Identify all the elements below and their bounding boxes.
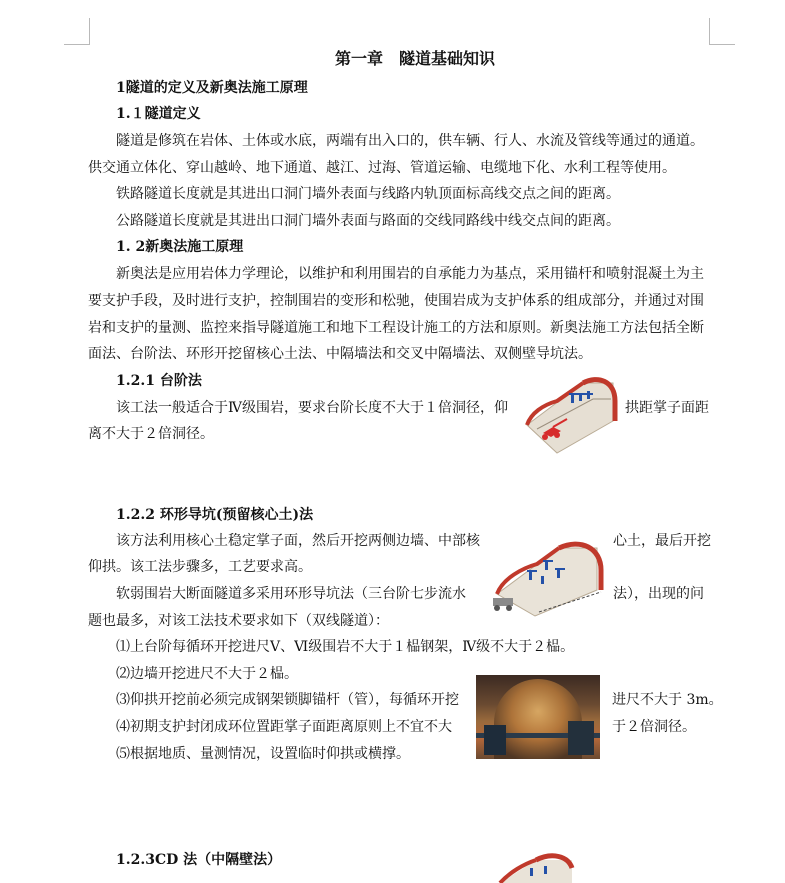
crop-mark-top-right <box>709 44 735 45</box>
paragraph-line: 心土，最后开挖 <box>613 533 711 549</box>
list-item: ⑶仰拱开挖前必须完成钢架锁脚锚杆（管），每循环开挖 <box>116 692 459 708</box>
photo-rig <box>568 721 594 755</box>
paragraph-line: 拱距掌子面距 <box>625 400 709 416</box>
paragraph-line: 要支护手段，及时进行支护，控制围岩的变形和松驰，使围岩成为支护体系的组成部分，并通过对围 <box>88 293 704 309</box>
paragraph-line: 公路隧道长度就是其进出口洞门墙外表面与路面的交线同路线中线交点间的距离。 <box>116 213 620 229</box>
paragraph-line: 铁路隧道长度就是其进出口洞门墙外表面与线路内轨顶面标高线交点之间的距离。 <box>116 186 620 202</box>
paragraph-line: 软弱围岩大断面隧道多采用环形导坑法（三台阶七步流水 <box>116 586 466 602</box>
subsection-heading: 1.１隧道定义 <box>116 106 201 122</box>
paragraph-line: 面法、台阶法、环形开挖留核心土法、中隔墙法和交叉中隔墙法、双侧壁导坑法。 <box>88 346 592 362</box>
subsection-heading: 1.2.3CD 法（中隔壁法） <box>116 852 282 868</box>
photo-rig <box>484 725 506 755</box>
bench-method-tunnel-figure <box>523 377 619 457</box>
list-item: ⑷初期支护封闭成环位置距掌子面距离原则上不宜不大 <box>116 719 452 735</box>
list-item: 进尺不大于 3m。 <box>612 692 723 708</box>
crop-mark-top-right <box>709 18 710 45</box>
cd-method-tunnel-figure <box>496 852 576 883</box>
crop-mark-top-left <box>64 44 90 45</box>
subsection-heading: 1. 2新奥法施工原理 <box>116 239 244 255</box>
paragraph-line: 该工法一般适合于Ⅳ级围岩，要求台阶长度不大于１倍洞径，仰 <box>116 400 508 416</box>
list-item: 于２倍洞径。 <box>612 719 696 735</box>
ring-pilot-tunnel-figure <box>489 540 607 618</box>
paragraph-line: 新奥法是应用岩体力学理论，以维护和利用围岩的自承能力为基点，采用锚杆和喷射混凝土为主 <box>116 266 704 282</box>
chapter-title: 第一章 隧道基础知识 <box>335 49 496 68</box>
list-item: ⑸根据地质、量测情况，设置临时仰拱或横撑。 <box>116 746 410 762</box>
paragraph-line: 供交通立体化、穿山越岭、地下通道、越江、过海、管道运输、电缆地下化、水利工程等使用。 <box>88 160 676 176</box>
tunnel-construction-photo <box>476 675 600 759</box>
section-heading: 1隧道的定义及新奥法施工原理 <box>116 80 308 96</box>
paragraph-line: 题也最多，对该工法技术要求如下（双线隧道）： <box>88 613 389 629</box>
paragraph-line: 隧道是修筑在岩体、土体或水底，两端有出入口的，供车辆、行人、水流及管线等通过的通道。 <box>116 133 704 149</box>
paragraph-line: 仰拱。该工法步骤多，工艺要求高。 <box>88 559 312 575</box>
subsection-heading: 1.2.1 台阶法 <box>116 373 202 389</box>
list-item: ⑵边墙开挖进尺不大于２榀。 <box>116 666 298 682</box>
list-item: ⑴上台阶每循环开挖进尺Ⅴ、Ⅵ级围岩不大于１榀钢架，Ⅳ级不大于２榀。 <box>116 639 575 655</box>
paragraph-line: 法），出现的问 <box>613 586 704 602</box>
paragraph-line: 岩和支护的量测、监控来指导隧道施工和地下工程设计施工的方法和原则。新奥法施工方法包括全断 <box>88 320 704 336</box>
paragraph-line: 离不大于２倍洞径。 <box>88 426 214 442</box>
crop-mark-top-left <box>89 18 90 45</box>
subsection-heading: 1.2.2 环形导坑(预留核心土)法 <box>116 507 314 523</box>
paragraph-line: 该方法利用核心土稳定掌子面，然后开挖两侧边墙、中部核 <box>116 533 480 549</box>
